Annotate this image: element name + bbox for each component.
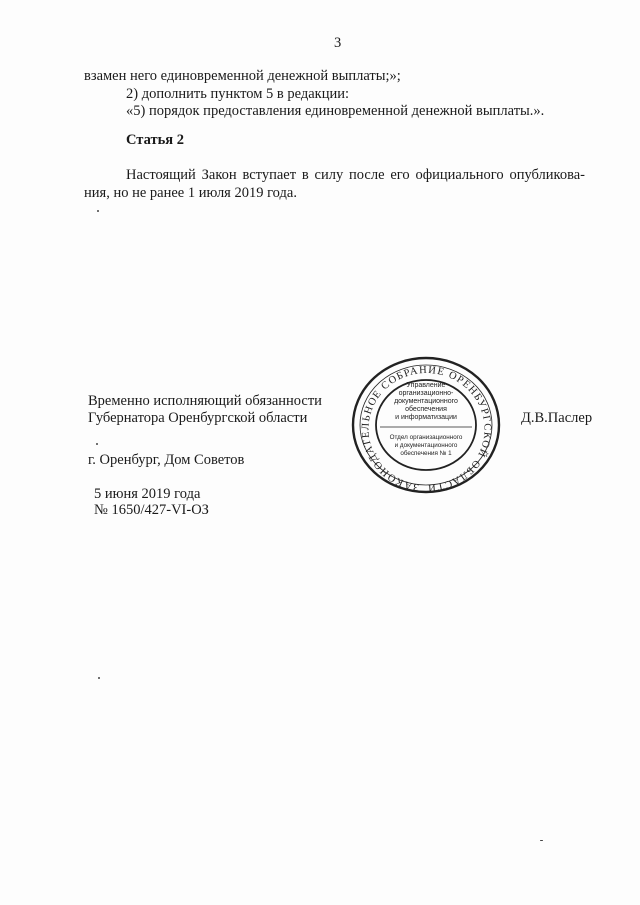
signatory-name: Д.В.Паслер: [521, 410, 593, 426]
scan-speck: [98, 677, 100, 679]
svg-text:Управление: Управление: [406, 382, 446, 389]
article-heading: Статья 2: [126, 132, 184, 148]
text-line: взамен него единовременной денежной выплаты;»;: [84, 68, 401, 84]
svg-text:Отдел организационного: Отдел организационного: [389, 434, 463, 441]
signatory-position: Временно исполняющий обязанности: [88, 393, 322, 409]
signatory-position: Губернатора Оренбургской области: [88, 410, 308, 426]
signing-date: 5 июня 2019 года: [94, 486, 201, 502]
page-number: 3: [334, 35, 342, 51]
signing-place: г. Оренбург, Дом Советов: [88, 452, 245, 468]
scan-speck: [96, 443, 98, 445]
scan-speck: [540, 840, 543, 841]
svg-text:и информатизации: и информатизации: [395, 414, 457, 421]
text-line: ния, но не ранее 1 июля 2019 года.: [84, 185, 297, 201]
text-line: Настоящий Закон вступает в силу после его официального опубликова-: [126, 167, 586, 183]
svg-text:обеспечения № 1: обеспечения № 1: [400, 450, 452, 457]
official-stamp: [350, 355, 502, 495]
svg-text:обеспечения: обеспечения: [405, 406, 447, 413]
svg-text:организационно-: организационно-: [398, 390, 454, 397]
law-number: № 1650/427-VI-ОЗ: [94, 502, 209, 518]
svg-text:ЗАКОНОДАТЕЛЬНОЕ СОБРАНИЕ ОРЕНБ: ЗАКОНОДАТЕЛЬНОЕ СОБРАНИЕ ОРЕНБУРГСКОЙ ОБЛАСТИ: [360, 364, 493, 494]
svg-text:и документационного: и документационного: [394, 442, 458, 449]
text-line: 2) дополнить пунктом 5 в редакции:: [126, 86, 350, 102]
svg-text:документационного: документационного: [394, 398, 458, 405]
text-line: «5) порядок предоставления единовременной денежной выплаты.».: [126, 103, 545, 119]
scan-speck: [97, 210, 99, 212]
